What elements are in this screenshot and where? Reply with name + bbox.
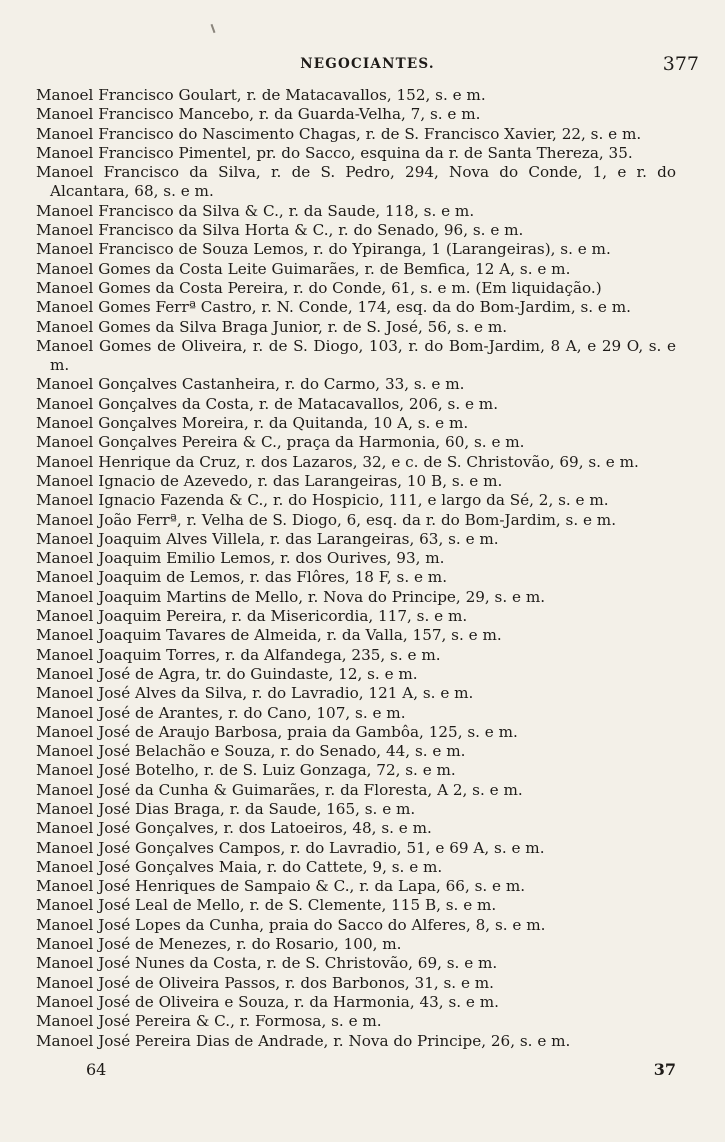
list-item: Manoel José Nunes da Costa, r. de S. Christovão, 69, s. e m.	[36, 954, 498, 973]
list-item: Manoel Francisco Pimentel, pr. do Sacco, esquina da r. de Santa Thereza, 35.	[36, 143, 633, 162]
print-mark	[211, 24, 216, 33]
list-item: Manoel Gomes de Oliveira, r. de S. Diogo, 103, r. do Bom-Jardim, 8 A, e 29 O, s. e m.	[36, 336, 676, 375]
sheet-number: 37	[653, 1060, 676, 1079]
list-item: Manoel José de Araujo Barbosa, praia da Gambôa, 125, s. e m.	[36, 722, 518, 741]
list-item: Manoel Gomes da Costa Leite Guimarães, r. de Bemfica, 12 A, s. e m.	[36, 259, 571, 278]
list-item: Manoel Francisco da Silva Horta & C., r. do Senado, 96, s. e m.	[36, 221, 524, 240]
list-item: Manoel Francisco Mancebo, r. da Guarda-Velha, 7, s. e m.	[36, 105, 481, 124]
list-item: Manoel Gonçalves Castanheira, r. do Carmo, 33, s. e m.	[36, 375, 465, 394]
list-item: Manoel José Gonçalves Campos, r. do Lavradio, 51, e 69 A, s. e m.	[36, 838, 545, 857]
list-item: Manoel Gomes da Costa Pereira, r. do Conde, 61, s. e m. (Em liquidação.)	[36, 278, 602, 297]
list-item: Manoel Gonçalves da Costa, r. de Matacavallos, 206, s. e m.	[36, 394, 499, 413]
list-item: Manoel Francisco do Nascimento Chagas, r. de S. Francisco Xavier, 22, s. e m.	[36, 124, 642, 143]
list-item: Manoel Ignacio de Azevedo, r. das Larangeiras, 10 B, s. e m.	[36, 471, 503, 490]
list-item: Manoel Ignacio Fazenda & C., r. do Hospicio, 111, e largo da Sé, 2, s. e m.	[36, 491, 609, 510]
page-footer	[36, 1060, 676, 1084]
list-item: Manoel Joaquim Torres, r. da Alfandega, 235, s. e m.	[36, 645, 441, 664]
section-title: NEGOCIANTES.	[300, 56, 435, 72]
list-item: Manoel Francisco da Silva & C., r. da Saude, 118, s. e m.	[36, 201, 475, 220]
list-item: Manoel José Pereira Dias de Andrade, r. Nova do Principe, 26, s. e m.	[36, 1031, 571, 1050]
list-item: Manoel Gomes da Silva Braga Junior, r. de S. José, 56, s. e m.	[36, 317, 508, 336]
list-item: Manoel Francisco da Silva, r. de S. Pedro, 294, Nova do Conde, 1, e r. do Alcantara, 68, s. e m.	[36, 163, 676, 201]
list-item: Manoel José Belachão e Souza, r. do Senado, 44, s. e m.	[36, 742, 466, 761]
list-item: Manoel Joaquim de Lemos, r. das Flôres, 18 F, s. e m.	[36, 568, 448, 587]
signature-mark: 64	[86, 1060, 107, 1079]
list-item: Manoel Francisco de Souza Lemos, r. do Ypiranga, 1 (Larangeiras), s. e m.	[36, 240, 611, 259]
list-item: Manoel José Gonçalves Maia, r. do Cattete, 9, s. e m.	[36, 857, 443, 876]
list-item: Manoel Gomes Ferrª Castro, r. N. Conde, 174, esq. da do Bom-Jardim, s. e m.	[36, 298, 631, 317]
list-item: Manoel Francisco Goulart, r. de Matacavallos, 152, s. e m.	[36, 86, 486, 104]
list-item: Manoel José da Cunha & Guimarães, r. da Floresta, A 2, s. e m.	[36, 780, 523, 799]
list-item: Manoel José de Menezes, r. do Rosario, 100, m.	[36, 935, 402, 954]
list-item: Manoel Joaquim Tavares de Almeida, r. da Valla, 157, s. e m.	[36, 626, 502, 645]
list-item: Manoel Gonçalves Pereira & C., praça da Harmonia, 60, s. e m.	[36, 433, 525, 452]
list-item: Manoel Henrique da Cruz, r. dos Lazaros, 32, e c. de S. Christovão, 69, s. e m.	[36, 452, 639, 471]
page-number: 377	[662, 53, 699, 75]
list-item: Manoel José Dias Braga, r. da Saude, 165, s. e m.	[36, 799, 416, 818]
list-item: Manoel José Gonçalves, r. dos Latoeiros, 48, s. e m.	[36, 819, 432, 838]
list-item: Manoel José Henriques de Sampaio & C., r. da Lapa, 66, s. e m.	[36, 877, 526, 896]
list-item: Manoel Gonçalves Moreira, r. da Quitanda, 10 A, s. e m.	[36, 414, 469, 433]
entry-list	[36, 86, 676, 1051]
list-item: Manoel Joaquim Emilio Lemos, r. dos Ourives, 93, m.	[36, 549, 445, 568]
list-item: Manoel Joaquim Pereira, r. da Misericordia, 117, s. e m.	[36, 607, 468, 626]
list-item: Manoel José Botelho, r. de S. Luiz Gonzaga, 72, s. e m.	[36, 761, 456, 780]
list-item: Manoel José Pereira & C., r. Formosa, s. e m.	[36, 1012, 382, 1031]
list-item: Manoel José Lopes da Cunha, praia do Sacco do Alferes, 8, s. e m.	[36, 915, 546, 934]
list-item: Manoel José de Arantes, r. do Cano, 107, s. e m.	[36, 703, 406, 722]
list-item: Manoel José de Agra, tr. do Guindaste, 12, s. e m.	[36, 664, 418, 683]
list-item: Manoel José Leal de Mello, r. de S. Clemente, 115 B, s. e m.	[36, 896, 497, 915]
list-item: Manoel José de Oliveira Passos, r. dos Barbonos, 31, s. e m.	[36, 973, 495, 992]
list-item: Manoel Joaquim Alves Villela, r. das Larangeiras, 63, s. e m.	[36, 529, 499, 548]
list-item: Manoel José Alves da Silva, r. do Lavradio, 121 A, s. e m.	[36, 684, 474, 703]
list-item: Manoel João Ferrª, r. Velha de S. Diogo, 6, esq. da r. do Bom-Jardim, s. e m.	[36, 510, 617, 529]
list-item: Manoel José de Oliveira e Souza, r. da Harmonia, 43, s. e m.	[36, 992, 499, 1011]
list-item: Manoel Joaquim Martins de Mello, r. Nova do Principe, 29, s. e m.	[36, 587, 546, 606]
page-header	[36, 53, 699, 80]
